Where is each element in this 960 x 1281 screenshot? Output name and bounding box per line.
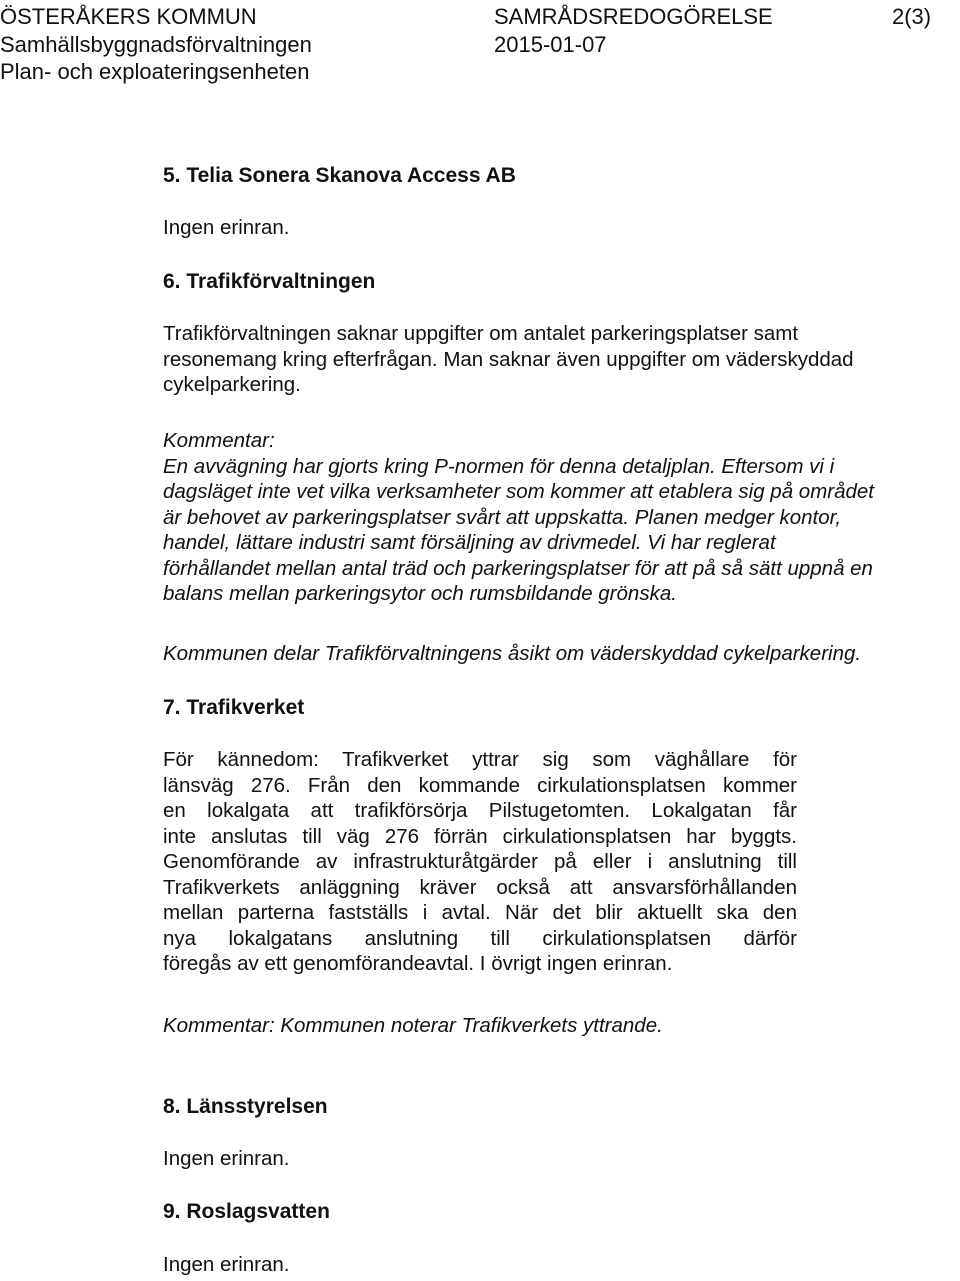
body-line: Trafikverkets anläggning kräver också att ansvarsförhållanden <box>163 875 797 899</box>
body-line: cykelparkering. <box>163 373 301 396</box>
comment-line: är behovet av parkeringsplatser svårt att uppskatta. Planen medger kontor, <box>163 505 842 529</box>
section-heading-5: 5. Telia Sonera Skanova Access AB <box>163 164 516 187</box>
body-line: en lokalgata att trafikförsörja Pilstugetomten. Lokalgatan får <box>163 799 797 822</box>
section-heading-8: 8. Länsstyrelsen <box>163 1095 328 1118</box>
body-line: mellan parterna fastställs i avtal. När det blir aktuellt ska den <box>163 901 797 924</box>
section-5-text: Ingen erinran. <box>163 216 290 239</box>
section-7-body <box>163 747 797 977</box>
comment-line: En avvägning har gjorts kring P-normen för denna detaljplan. Eftersom vi i <box>163 454 835 478</box>
comment-line: dagsläget inte vet vilka verksamheter som kommer att etablera sig på området <box>163 480 874 503</box>
section-heading-7: 7. Trafikverket <box>163 696 305 719</box>
document-date: 2015-01-07 <box>494 32 607 57</box>
organization-name: ÖSTERÅKERS KOMMUN <box>0 4 257 29</box>
body-line: Trafikförvaltningen saknar uppgifter om antalet parkeringsplatser samt <box>163 322 799 345</box>
section-6-comment-extra: Kommunen delar Trafikförvaltningens åsikt om väderskyddad cykelparkering. <box>163 642 862 665</box>
section-7-comment: Kommentar: Kommunen noterar Trafikverkets yttrande. <box>163 1014 663 1037</box>
body-line: inte anslutas till väg 276 förrän cirkulationsplatsen har byggts. <box>163 824 797 848</box>
section-6-body <box>163 321 854 398</box>
section-6-comment <box>163 428 874 607</box>
section-8-text: Ingen erinran. <box>163 1147 290 1170</box>
document-type: SAMRÅDSREDOGÖRELSE <box>494 4 773 29</box>
section-heading-9: 9. Roslagsvatten <box>163 1200 330 1223</box>
section-9-text: Ingen erinran. <box>163 1253 290 1276</box>
comment-line: handel, lättare industri samt försäljning av drivmedel. Vi har reglerat <box>163 531 776 554</box>
comment-line: förhållandet mellan antal träd och parkeringsplatser för att på så sätt uppnå en <box>163 556 873 580</box>
body-line: föregås av ett genomförandeavtal. I övrigt ingen erinran. <box>163 952 673 975</box>
section-heading-6: 6. Trafikförvaltningen <box>163 270 376 293</box>
body-line: Genomförande av infrastrukturåtgärder på eller i anslutning till <box>163 850 797 873</box>
department-name: Samhällsbyggnadsförvaltningen <box>0 32 312 57</box>
comment-line: balans mellan parkeringsytor och rumsbildande grönska. <box>163 582 677 605</box>
body-line: För kännedom: Trafikverket yttrar sig som väghållare för <box>163 748 797 771</box>
body-line: länsväg 276. Från den kommande cirkulationsplatsen kommer <box>163 773 797 797</box>
body-line: nya lokalgatans anslutning till cirkulationsplatsen därför <box>163 926 797 950</box>
page-number: 2(3) <box>892 4 932 29</box>
comment-label: Kommentar: <box>163 429 275 452</box>
unit-name: Plan- och exploateringsenheten <box>0 59 310 84</box>
body-line: resonemang kring efterfrågan. Man saknar även uppgifter om väderskyddad <box>163 347 854 371</box>
